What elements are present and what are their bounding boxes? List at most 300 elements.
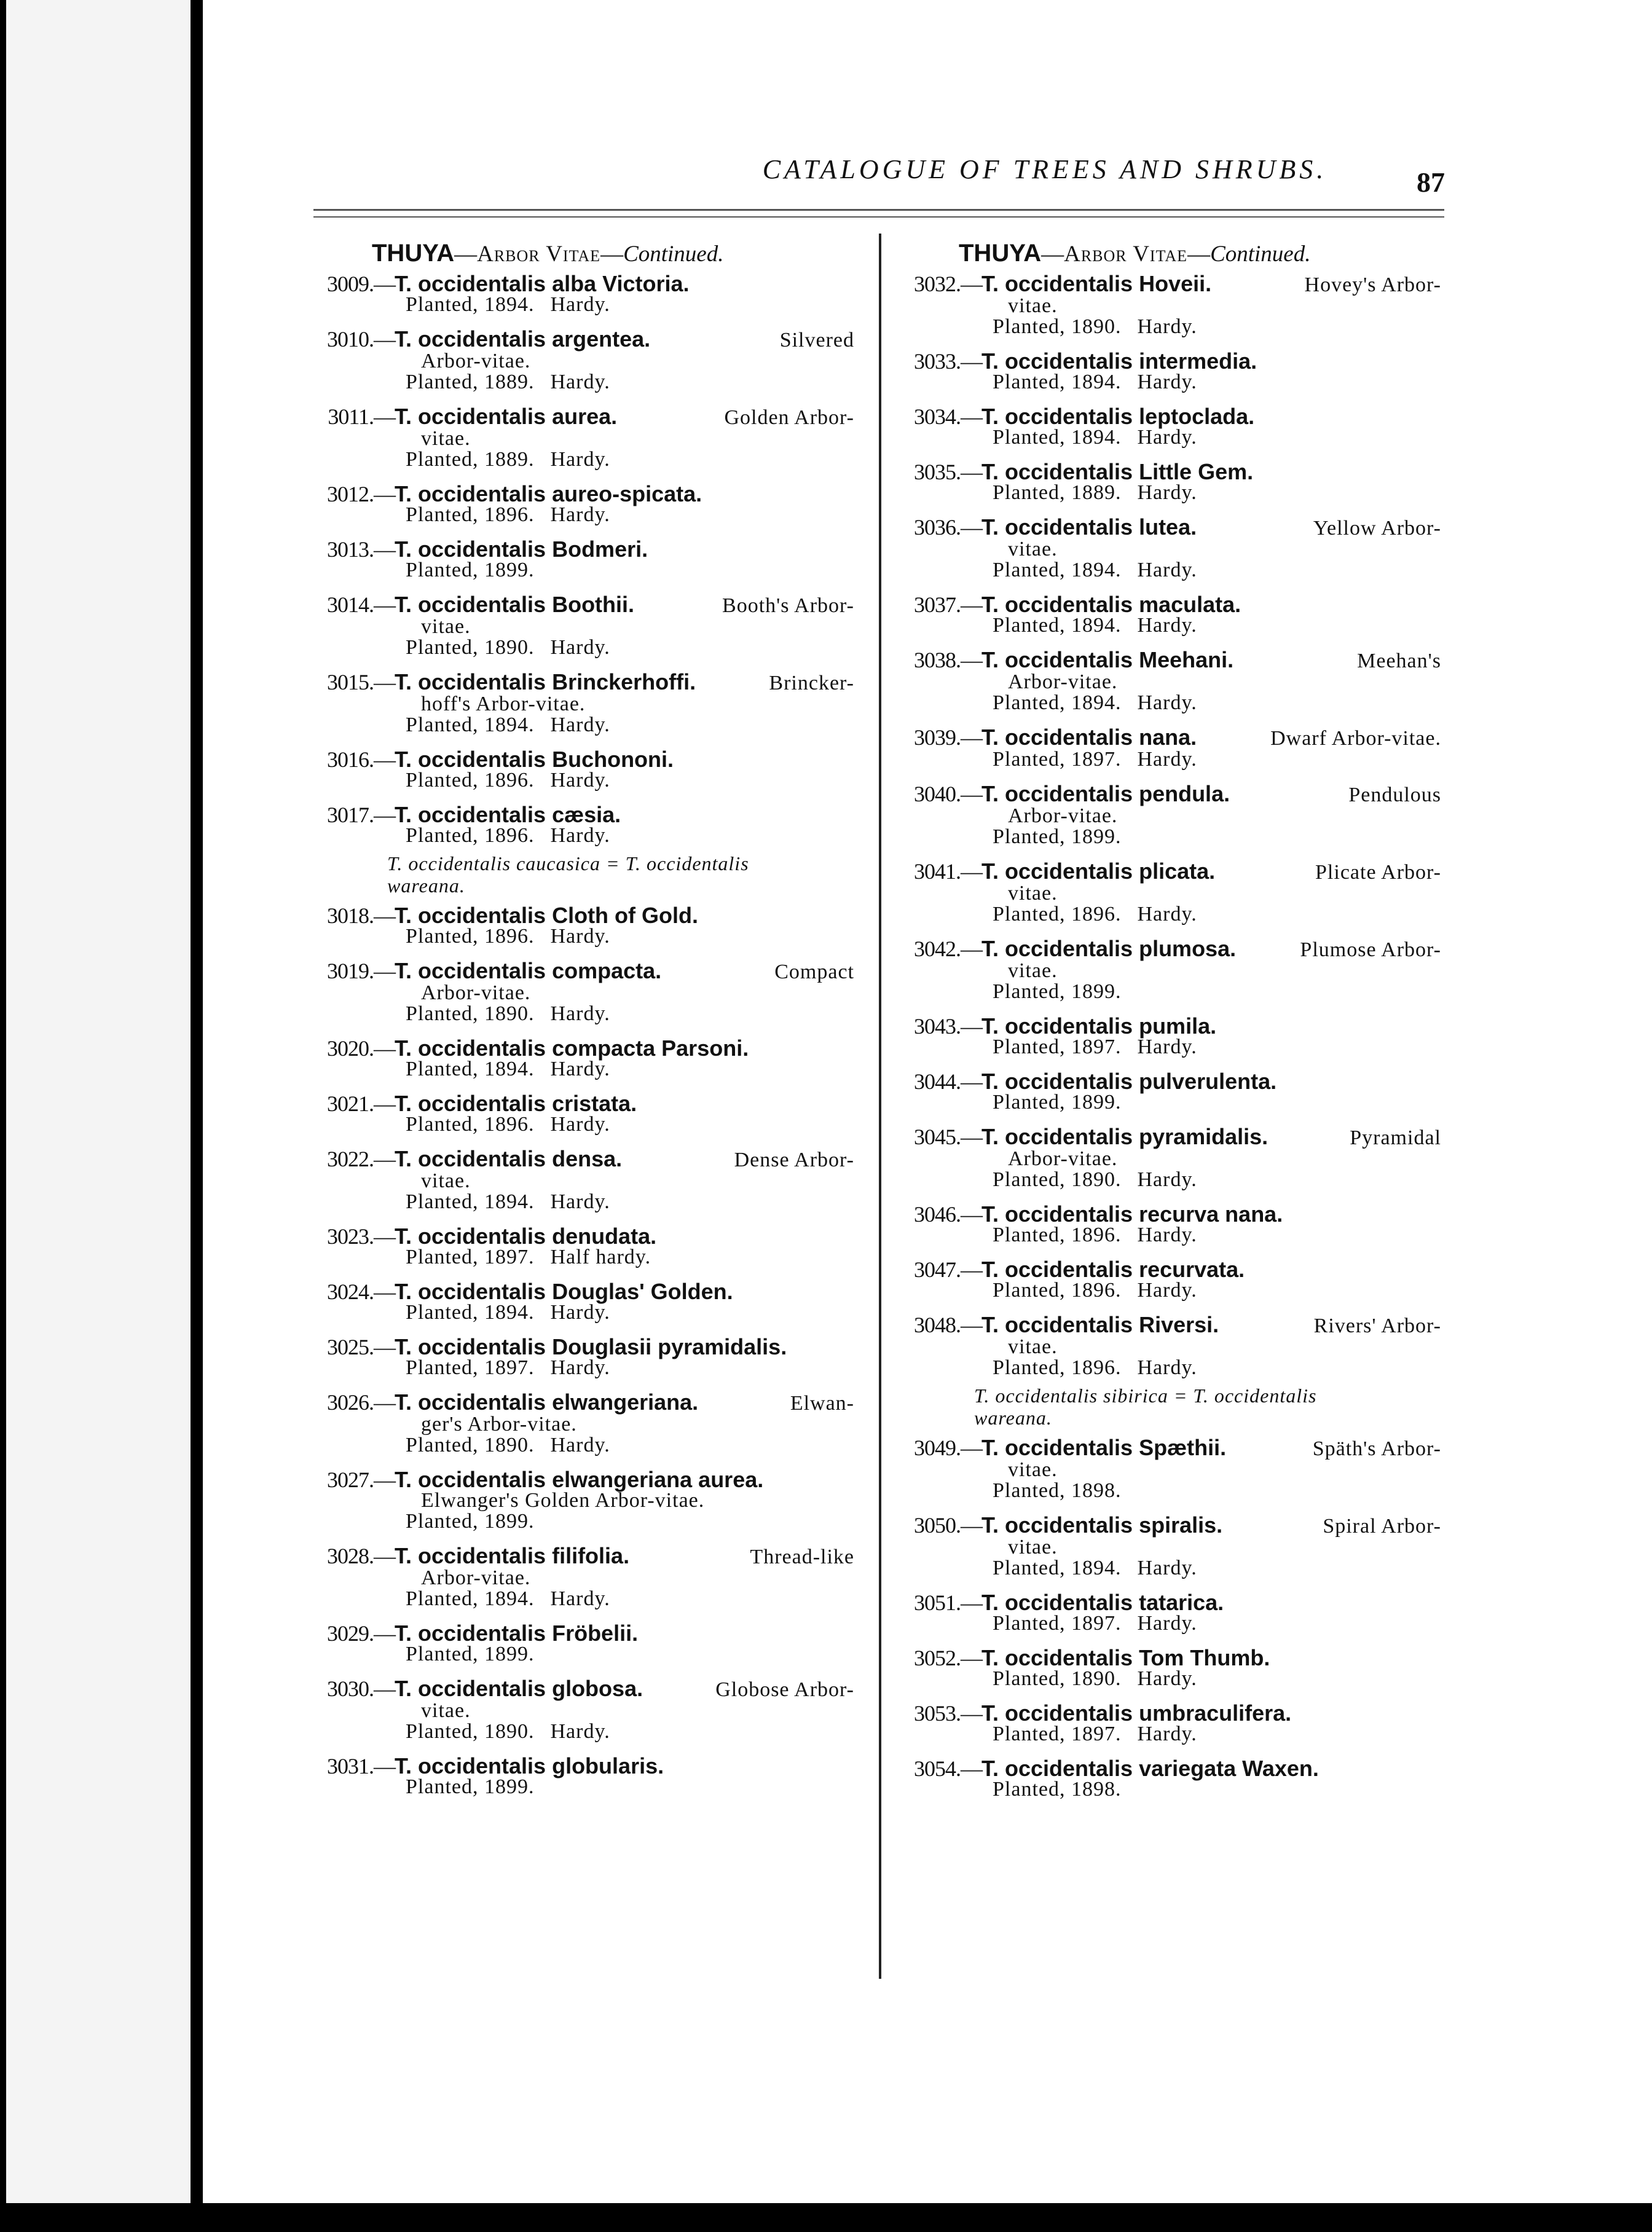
entry-heading <box>301 1226 854 1247</box>
catalogue-entry <box>301 326 854 393</box>
planted-year: Planted, 1894. <box>993 691 1122 714</box>
entry-number: 3040. <box>914 782 961 806</box>
planted-year: Planted, 1899. <box>993 825 1122 848</box>
entry-dash: — <box>374 482 396 506</box>
scientific-name: T. occidentalis filifolia. <box>395 1543 630 1568</box>
scientific-name: T. occidentalis pulverulenta. <box>981 1069 1277 1094</box>
planted-year: Planted, 1896. <box>406 503 535 526</box>
planting-info <box>301 505 854 525</box>
entry-number: 3022. <box>327 1147 374 1171</box>
common-name: Golden Arbor- <box>724 406 854 429</box>
entry-number: 3049. <box>914 1436 961 1460</box>
entry-dash: — <box>961 1436 983 1460</box>
common-name: Yellow Arbor- <box>1313 517 1441 540</box>
planted-year: Planted, 1897. <box>993 1612 1122 1635</box>
hardiness: Hardy. <box>550 925 610 948</box>
planting-info <box>888 1280 1441 1301</box>
planting-info <box>888 1092 1441 1113</box>
hardiness: Hardy. <box>550 1720 610 1743</box>
common-name: Dwarf Arbor-vitae. <box>1270 727 1441 750</box>
entry-heading <box>301 1678 854 1700</box>
entry-number: 3021. <box>327 1091 374 1116</box>
entry-dash: — <box>374 327 396 352</box>
common-name-continued: Arbor-vitae. <box>421 1566 531 1589</box>
planting-info <box>888 560 1441 581</box>
entry-dash: — <box>374 670 396 694</box>
planting-info <box>888 1724 1441 1745</box>
entry-number: 3015. <box>327 670 374 694</box>
hardiness: Hardy. <box>550 503 610 526</box>
planted-year: Planted, 1894. <box>993 426 1122 449</box>
catalogue-entry <box>301 1623 854 1665</box>
catalogue-entry <box>888 938 1441 1002</box>
header-rule-top <box>313 209 1444 211</box>
entry-heading <box>888 1259 1441 1280</box>
catalogue-entry <box>888 406 1441 448</box>
scientific-name: T. occidentalis densa. <box>395 1146 623 1171</box>
catalogue-entry <box>301 594 854 658</box>
scientific-name: T. occidentalis denudata. <box>395 1224 657 1249</box>
scientific-name: T. occidentalis leptoclada. <box>981 404 1255 429</box>
planted-year: Planted, 1896. <box>993 903 1122 925</box>
entry-dash: — <box>374 1468 396 1492</box>
planting-info <box>301 825 854 846</box>
entry-heading <box>888 1013 1441 1039</box>
planting-info <box>888 1613 1441 1634</box>
entry-heading <box>301 669 854 694</box>
entry-dash: — <box>961 1701 983 1726</box>
planted-year: Planted, 1898. <box>993 1778 1122 1801</box>
planting-info <box>301 637 854 658</box>
common-name: Plumose Arbor- <box>1300 938 1441 961</box>
entry-heading <box>888 406 1441 427</box>
scientific-name: T. occidentalis Riversi. <box>981 1312 1219 1337</box>
catalogue-entry <box>888 273 1441 337</box>
catalogue-entry <box>301 905 854 947</box>
entry-heading <box>301 1389 854 1415</box>
planted-year: Planted, 1890. <box>406 1002 535 1025</box>
catalogue-entry <box>301 1678 854 1742</box>
scientific-name: T. occidentalis lutea. <box>981 514 1197 540</box>
common-name: Rivers' Arbor- <box>1313 1314 1441 1337</box>
entry-heading <box>301 804 854 825</box>
planting-info <box>888 427 1441 448</box>
entry-heading <box>301 905 854 926</box>
entry-number: 3043. <box>914 1014 961 1039</box>
planted-year: Planted, 1899. <box>993 1091 1122 1114</box>
scientific-name: T. occidentalis Meehani. <box>981 647 1234 672</box>
common-name-continued: vitae. <box>1008 882 1058 905</box>
common-name-continued: vitae. <box>421 1699 471 1722</box>
catalogue-entry <box>888 1758 1441 1800</box>
scientific-name: T. occidentalis aurea. <box>395 404 618 429</box>
entry-number: 3019. <box>327 959 374 983</box>
entry-number: 3026. <box>327 1390 374 1415</box>
entry-heading <box>301 749 854 770</box>
catalogue-entry <box>888 459 1441 504</box>
page-number: 87 <box>1417 167 1445 198</box>
entry-dash: — <box>374 1147 396 1171</box>
scientific-name: T. occidentalis Fröbelii. <box>395 1621 639 1646</box>
hardiness: Hardy. <box>1137 1224 1197 1246</box>
entry-heading <box>888 727 1441 749</box>
hardiness: Hardy. <box>1137 1168 1197 1191</box>
catalogue-entry <box>888 514 1441 581</box>
common-name: Globose Arbor- <box>715 1678 854 1701</box>
planted-year: Planted, 1894. <box>993 371 1122 393</box>
common-name-continued: hoff's Arbor-vitae. <box>421 693 586 715</box>
scientific-name: T. occidentalis Bodmeri. <box>395 536 648 562</box>
entry-heading <box>301 1543 854 1568</box>
scientific-name: T. occidentalis Little Gem. <box>981 459 1254 484</box>
planted-year: Planted, 1894. <box>406 1587 535 1610</box>
scientific-name: T. occidentalis Douglasii pyramidalis. <box>395 1334 787 1359</box>
catalogue-entry <box>888 1071 1441 1113</box>
entry-number: 3041. <box>914 859 961 884</box>
entry-dash: — <box>961 1513 983 1538</box>
hardiness: Hardy. <box>1137 1035 1197 1058</box>
common-name: Silvered <box>779 329 854 352</box>
hardiness: Hardy. <box>550 1356 610 1379</box>
planted-year: Planted, 1896. <box>993 1356 1122 1379</box>
entry-dash: — <box>961 859 983 884</box>
scientific-name: T. occidentalis compacta. <box>395 958 662 983</box>
entry-dash: — <box>961 648 983 672</box>
entry-number: 3047. <box>914 1257 961 1282</box>
entry-heading <box>888 1700 1441 1726</box>
entry-heading <box>301 273 854 294</box>
hardiness: Hardy. <box>550 636 610 659</box>
planted-year: Planted, 1894. <box>993 1557 1122 1579</box>
catalogue-entry <box>888 348 1441 393</box>
entry-heading <box>888 1592 1441 1613</box>
entry-number: 3042. <box>914 937 961 961</box>
planted-year: Planted, 1889. <box>406 448 535 471</box>
hardiness: Hardy. <box>550 371 610 393</box>
hardiness: Hardy. <box>1137 1723 1197 1745</box>
common-name-continued: vitae. <box>421 615 471 638</box>
entry-heading <box>888 1071 1441 1092</box>
catalogue-entry <box>888 1201 1441 1246</box>
entry-heading <box>301 1093 854 1114</box>
common-name-continued: vitae. <box>1008 1458 1058 1481</box>
common-name-continued: Arbor-vitae. <box>1008 670 1118 693</box>
entry-heading <box>888 594 1441 615</box>
scientific-name: T. occidentalis nana. <box>981 725 1197 750</box>
catalogue-entry <box>888 727 1441 770</box>
entry-number: 3024. <box>327 1279 374 1304</box>
planting-info <box>301 1644 854 1665</box>
common-name: Meehan's <box>1357 650 1441 672</box>
common-name: Thread-like <box>750 1546 854 1568</box>
entry-number: 3013. <box>327 537 374 562</box>
entry-dash: — <box>374 803 396 827</box>
common-name-continued: Arbor-vitae. <box>421 350 531 372</box>
planting-info <box>888 693 1441 713</box>
planting-info <box>888 981 1441 1002</box>
planted-year: Planted, 1889. <box>406 371 535 393</box>
planting-info <box>888 1779 1441 1800</box>
entry-number: 3035. <box>914 460 961 484</box>
catalogue-entry <box>301 1281 854 1323</box>
entry-dash: — <box>374 1224 396 1249</box>
planted-year: Planted, 1898. <box>993 1479 1122 1502</box>
entry-dash: — <box>374 592 396 617</box>
hardiness: Hardy. <box>550 1058 610 1080</box>
planted-year: Planted, 1890. <box>406 1434 535 1456</box>
section-common-name: Arbor Vitae <box>477 242 601 267</box>
common-name: Brincker- <box>769 672 854 694</box>
planted-year: Planted, 1896. <box>406 769 535 792</box>
entry-number: 3051. <box>914 1590 961 1615</box>
entry-heading <box>301 1281 854 1302</box>
catalogue-entry <box>301 273 854 315</box>
header-rule-bottom <box>313 216 1444 218</box>
planted-year: Planted, 1899. <box>993 980 1122 1003</box>
scan-border-bottom <box>0 2203 1652 2232</box>
hardiness: Hardy. <box>550 1190 610 1213</box>
left-column <box>301 240 854 1811</box>
common-name-continued: vitae. <box>1008 538 1058 560</box>
planting-info <box>888 1037 1441 1058</box>
entry-dash: — <box>961 1756 983 1781</box>
hardiness: Hardy. <box>550 824 610 847</box>
planting-info <box>301 1302 854 1323</box>
entry-dash: — <box>374 1754 396 1778</box>
planted-year: Planted, 1897. <box>406 1356 535 1379</box>
scientific-name: T. occidentalis globularis. <box>395 1753 664 1778</box>
scientific-name: T. occidentalis pumila. <box>981 1013 1217 1039</box>
common-name: Compact <box>774 961 854 983</box>
planting-info <box>301 1511 854 1532</box>
catalogue-entry <box>301 1093 854 1135</box>
scientific-name: T. occidentalis umbraculifera. <box>981 1700 1292 1726</box>
catalogue-entry <box>301 1543 854 1610</box>
planting-info <box>888 1480 1441 1501</box>
scientific-name: T. occidentalis compacta Parsoni. <box>395 1035 749 1061</box>
entry-heading <box>888 459 1441 484</box>
entry-dash: — <box>374 1544 396 1568</box>
entry-dash: — <box>961 725 983 750</box>
hardiness: Hardy. <box>1137 614 1197 637</box>
planting-info <box>301 1435 854 1456</box>
entry-number: 3036. <box>914 515 961 540</box>
entry-list <box>888 273 1441 1800</box>
entry-number: 3020. <box>327 1036 374 1061</box>
entry-dash: — <box>961 1014 983 1039</box>
scientific-name: T. occidentalis Douglas' Golden. <box>395 1279 733 1304</box>
entry-heading <box>301 1753 854 1778</box>
planting-info <box>301 1192 854 1212</box>
entry-heading <box>888 1512 1441 1538</box>
hardiness: Hardy. <box>1137 1356 1197 1379</box>
entry-number: 3029. <box>327 1621 374 1646</box>
entry-heading <box>301 958 854 983</box>
planted-year: Planted, 1897. <box>406 1246 535 1268</box>
column-divider <box>879 234 881 1979</box>
entry-dash: — <box>961 592 983 617</box>
planted-year: Planted, 1890. <box>406 1720 535 1743</box>
entry-number: 3046. <box>914 1202 961 1227</box>
planting-info <box>301 1114 854 1135</box>
scientific-name: T. occidentalis cristata. <box>395 1091 637 1116</box>
planted-year: Planted, 1896. <box>993 1224 1122 1246</box>
entry-heading <box>301 594 854 616</box>
planting-info <box>888 904 1441 925</box>
common-name-continued: vitae. <box>421 427 471 450</box>
entry-dash: — <box>374 537 396 562</box>
planted-year: Planted, 1897. <box>993 1723 1122 1745</box>
common-name: Pyramidal <box>1350 1126 1441 1149</box>
entry-heading <box>888 273 1441 296</box>
entry-dash: — <box>961 272 983 296</box>
scientific-name: T. occidentalis maculata. <box>981 592 1241 617</box>
entry-number: 3038. <box>914 648 961 672</box>
entry-number: 3012. <box>327 482 374 506</box>
entry-number: 3028. <box>327 1544 374 1568</box>
entry-dash: — <box>374 903 396 928</box>
catalogue-entry <box>888 1512 1441 1579</box>
catalogue-entry <box>888 594 1441 636</box>
scientific-name: T. occidentalis Spæthii. <box>981 1435 1227 1460</box>
entry-dash: — <box>961 1590 983 1615</box>
entry-number: 3032. <box>914 272 961 296</box>
catalogue-entry <box>301 1469 854 1532</box>
section-common-name: Arbor Vitae <box>1064 242 1188 267</box>
common-name: Dense Arbor- <box>734 1149 854 1171</box>
planting-info <box>301 1589 854 1609</box>
planting-info <box>888 1358 1441 1378</box>
planting-info <box>888 482 1441 503</box>
scientific-name: T. occidentalis Boothii. <box>395 592 635 617</box>
entry-heading <box>301 326 854 352</box>
entry-number: 3039. <box>914 725 961 750</box>
planted-year: Planted, 1899. <box>406 559 535 581</box>
planted-year: Planted, 1896. <box>406 925 535 948</box>
common-name-continued: ger's Arbor-vitae. <box>421 1413 577 1436</box>
catalogue-entry <box>301 1146 854 1213</box>
scientific-name: T. occidentalis elwangeriana aurea. <box>395 1467 764 1492</box>
entry-heading <box>888 1758 1441 1779</box>
hardiness: Hardy. <box>1137 559 1197 581</box>
catalogue-entry <box>888 861 1441 925</box>
entry-heading <box>888 1645 1441 1670</box>
entry-dash: — <box>961 1125 983 1149</box>
hardiness: Hardy. <box>1137 481 1197 504</box>
planting-info <box>888 615 1441 636</box>
entry-number: 3014. <box>327 592 374 617</box>
hardiness: Hardy. <box>1137 371 1197 393</box>
planted-year: Planted, 1897. <box>993 1035 1122 1058</box>
hardiness: Hardy. <box>1137 1279 1197 1302</box>
scientific-name: T. occidentalis Brinckerhoffi. <box>395 669 696 694</box>
catalogue-entry <box>888 1700 1441 1745</box>
catalogue-page <box>209 0 1647 2203</box>
hardiness: Hardy. <box>1137 426 1197 449</box>
catalogue-entry <box>301 1226 854 1268</box>
planted-year: Planted, 1890. <box>993 1168 1122 1191</box>
planting-info <box>301 770 854 791</box>
entry-heading <box>888 1314 1441 1337</box>
planting-info <box>301 294 854 315</box>
catalogue-entry <box>301 406 854 470</box>
hardiness: Hardy. <box>550 1002 610 1025</box>
entry-number: 3053. <box>914 1701 961 1726</box>
common-name-continued: vitae. <box>421 1169 471 1192</box>
entry-number: 3050. <box>914 1513 961 1538</box>
section-title: THUYA—Arbor Vitae—Continued. <box>372 240 724 267</box>
scientific-name: T. occidentalis Tom Thumb. <box>981 1645 1270 1670</box>
hardiness: Hardy. <box>550 1434 610 1456</box>
section-genus: THUYA <box>959 240 1042 267</box>
planted-year: Planted, 1894. <box>406 1190 535 1213</box>
entry-dash: — <box>961 1257 983 1282</box>
entry-heading <box>888 781 1441 806</box>
entry-heading <box>301 1623 854 1644</box>
hardiness: Hardy. <box>550 448 610 471</box>
entry-number: 3034. <box>914 404 961 429</box>
catalogue-entry <box>888 1013 1441 1058</box>
entry-number: 3017. <box>327 803 374 827</box>
common-name-continued: vitae. <box>1008 1536 1058 1558</box>
entry-dash: — <box>961 1646 983 1670</box>
entry-dash: — <box>961 937 983 961</box>
catalogue-entry <box>888 1126 1441 1190</box>
common-name-continued: Elwanger's Golden Arbor-vitae. <box>421 1489 705 1512</box>
catalogue-entry <box>301 1389 854 1456</box>
hardiness: Hardy. <box>1137 1557 1197 1579</box>
scientific-name: T. occidentalis recurva nana. <box>981 1201 1283 1227</box>
hardiness: Hardy. <box>1137 1612 1197 1635</box>
scientific-name: T. occidentalis recurvata. <box>981 1257 1245 1282</box>
planted-year: Planted, 1896. <box>406 824 535 847</box>
planted-year: Planted, 1899. <box>406 1775 535 1798</box>
planting-info <box>301 715 854 736</box>
scientific-name: T. occidentalis pendula. <box>981 781 1230 806</box>
planting-info <box>888 1225 1441 1246</box>
scientific-name: T. occidentalis plicata. <box>981 859 1216 884</box>
planted-year: Planted, 1896. <box>406 1113 535 1136</box>
entry-heading <box>301 1035 854 1061</box>
hardiness: Hardy. <box>550 769 610 792</box>
entry-number: 3054. <box>914 1756 961 1781</box>
common-name-continued: vitae. <box>1008 959 1058 982</box>
synonym-note: T. occidentalis caucasica = T. occidentalis wareana. <box>387 852 749 897</box>
entry-number: 3025. <box>327 1335 374 1359</box>
planting-info <box>301 1004 854 1024</box>
planting-info <box>888 749 1441 770</box>
common-name: Hovey's Arbor- <box>1304 273 1441 296</box>
catalogue-entry <box>888 781 1441 848</box>
hardiness: Hardy. <box>1137 315 1197 338</box>
catalogue-entry <box>301 1035 854 1080</box>
entry-number: 3044. <box>914 1069 961 1094</box>
entry-heading <box>888 938 1441 961</box>
hardiness: Hardy. <box>550 293 610 316</box>
scientific-name: T. occidentalis cæsia. <box>395 802 621 827</box>
adjacent-page-strip <box>6 0 191 2232</box>
entry-number: 3052. <box>914 1646 961 1670</box>
planted-year: Planted, 1894. <box>406 1301 535 1324</box>
hardiness: Hardy. <box>1137 691 1197 714</box>
planting-info <box>301 1247 854 1268</box>
entry-heading <box>301 481 854 506</box>
entry-dash: — <box>374 1390 396 1415</box>
planting-info <box>888 827 1441 847</box>
common-name-continued: Arbor-vitae. <box>1008 804 1118 827</box>
running-head: CATALOGUE OF TREES AND SHRUBS. <box>762 154 1328 184</box>
entry-dash: — <box>961 404 983 429</box>
